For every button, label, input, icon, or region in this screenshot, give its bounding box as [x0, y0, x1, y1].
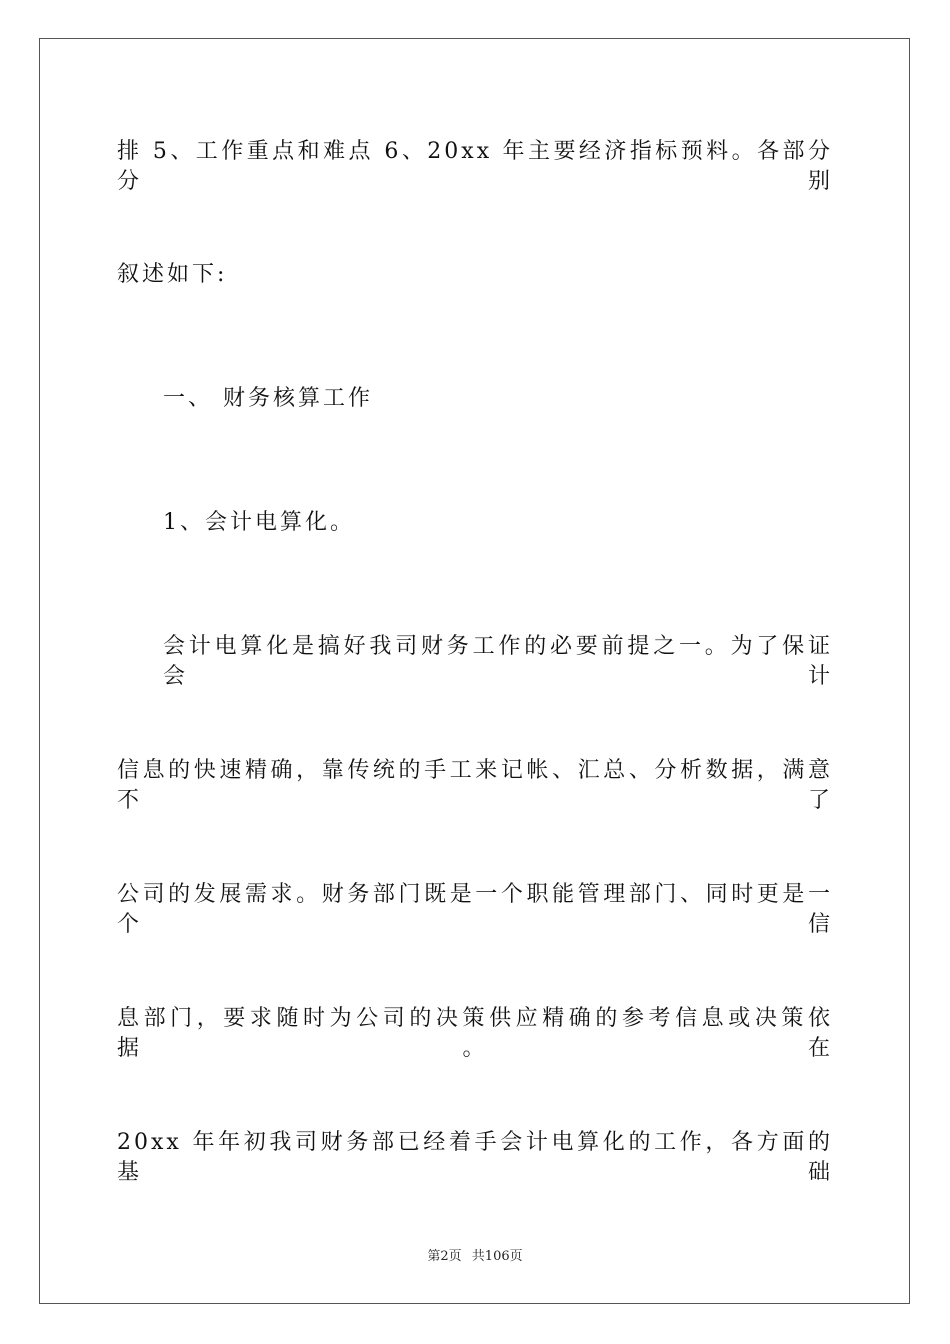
body-line-6: 信息的快速精确，靠传统的手工来记帐、汇总、分析数据，满意不了	[117, 758, 833, 813]
page-total: 共106页	[471, 1249, 523, 1264]
page-number: 第2页	[427, 1249, 462, 1264]
body-line-2: 叙述如下:	[117, 262, 228, 287]
section-heading: 一、 财务核算工作	[163, 386, 373, 411]
body-line-8: 息部门，要求随时为公司的决策供应精确的参考信息或决策依据。在	[117, 1006, 833, 1061]
body-line-9: 20xx 年年初我司财务部已经着手会计电算化的工作，各方面的基础	[117, 1130, 833, 1185]
subsection-heading: 1、会计电算化。	[163, 510, 355, 535]
page-footer	[0, 1248, 950, 1266]
body-line-5: 会计电算化是搞好我司财务工作的必要前提之一。为了保证会计	[163, 634, 833, 689]
body-line-7: 公司的发展需求。财务部门既是一个职能管理部门、同时更是一个信	[117, 882, 833, 937]
body-line-1: 排 5、工作重点和难点 6、20xx 年主要经济指标预料。各部分分别	[117, 139, 833, 194]
